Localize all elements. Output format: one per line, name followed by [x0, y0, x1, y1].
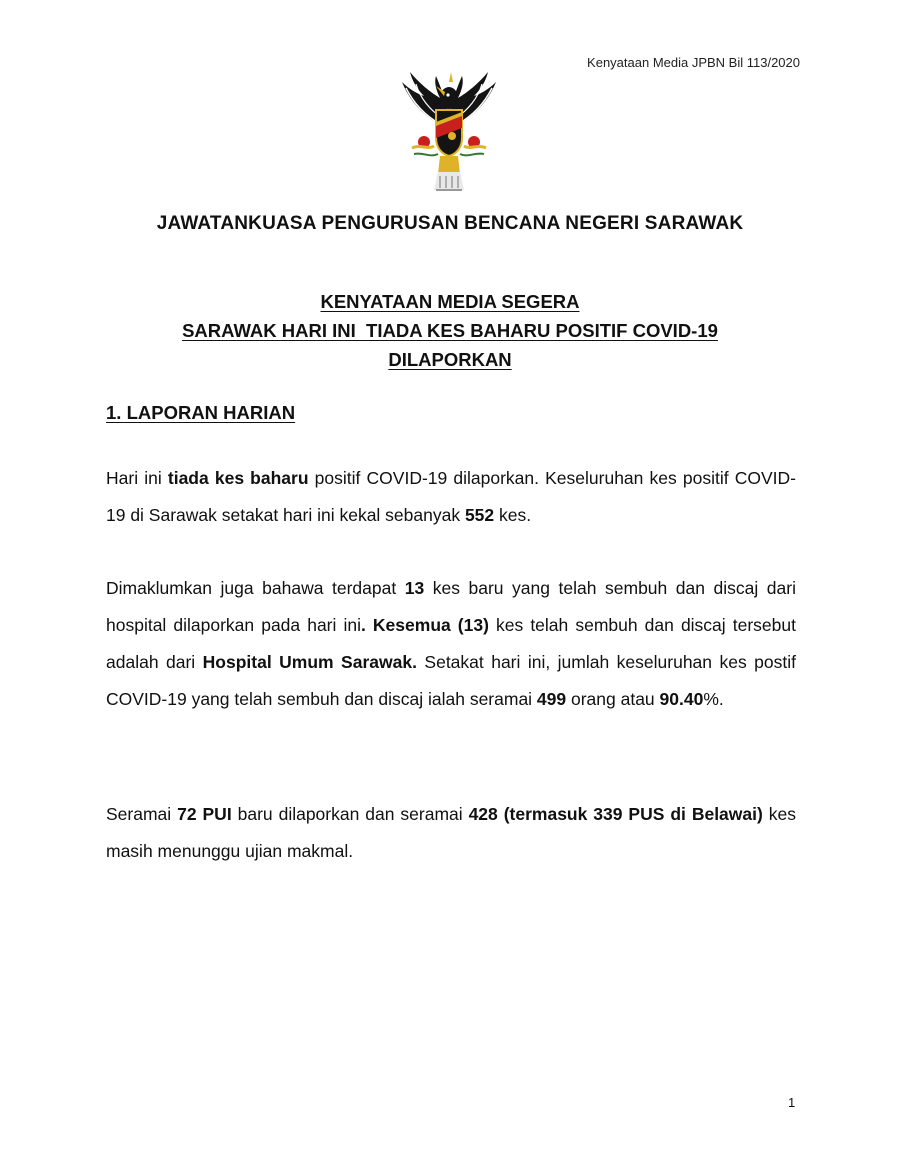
bold-text: Hospital Umum Sarawak.	[202, 652, 417, 672]
bold-text: . Kesemua (13)	[360, 615, 489, 635]
paragraph-discharged	[106, 570, 796, 718]
text: kes masih menunggu ujian makmal.	[106, 804, 796, 861]
sarawak-crest-icon	[390, 68, 508, 196]
bold-text: 13	[404, 578, 425, 598]
paragraph-daily-report	[106, 460, 796, 534]
press-headline	[0, 287, 900, 374]
text: positif COVID-19 dilaporkan. Keseluruhan kes positif COVID-19 di Sarawak setakat hari ini kekal sebanyak	[106, 468, 796, 525]
text: kes baru yang telah sembuh dan discaj dari hospital dilaporkan pada hari ini	[106, 578, 796, 635]
headline-line-3: DILAPORKAN	[388, 349, 512, 370]
paragraph-pui	[106, 796, 796, 870]
bold-text: 90.40	[659, 689, 704, 709]
document-reference: Kenyataan Media JPBN Bil 113/2020	[587, 55, 800, 70]
text: baru dilaporkan dan seramai	[231, 804, 469, 824]
text: %.	[703, 689, 724, 709]
headline-line-1: KENYATAAN MEDIA SEGERA	[320, 291, 580, 312]
bold-text: 499	[536, 689, 567, 709]
organization-title: JAWATANKUASA PENGURUSAN BENCANA NEGERI SARAWAK	[156, 213, 744, 234]
text: Hari ini	[106, 468, 168, 488]
bold-text: tiada kes baharu	[167, 468, 309, 488]
bold-text: 552	[464, 505, 495, 525]
text: Seramai	[106, 804, 178, 824]
text: kes telah sembuh dan discaj tersebut adalah dari	[106, 615, 796, 672]
section-heading: 1. LAPORAN HARIAN	[106, 402, 296, 423]
headline-line-2: SARAWAK HARI INI TIADA KES BAHARU POSITIF COVID-19	[182, 320, 718, 341]
text: Setakat hari ini, jumlah keseluruhan kes postif COVID-19 yang telah sembuh dan discaj ialah seramai	[106, 652, 796, 709]
text: kes.	[494, 505, 532, 525]
bold-text: 428 (termasuk 339 PUS di Belawai)	[468, 804, 763, 824]
page-number: 1	[788, 1095, 796, 1110]
bold-text: 72 PUI	[177, 804, 232, 824]
text: orang atau	[566, 689, 660, 709]
text: Dimaklumkan juga bahawa terdapat	[106, 578, 405, 598]
